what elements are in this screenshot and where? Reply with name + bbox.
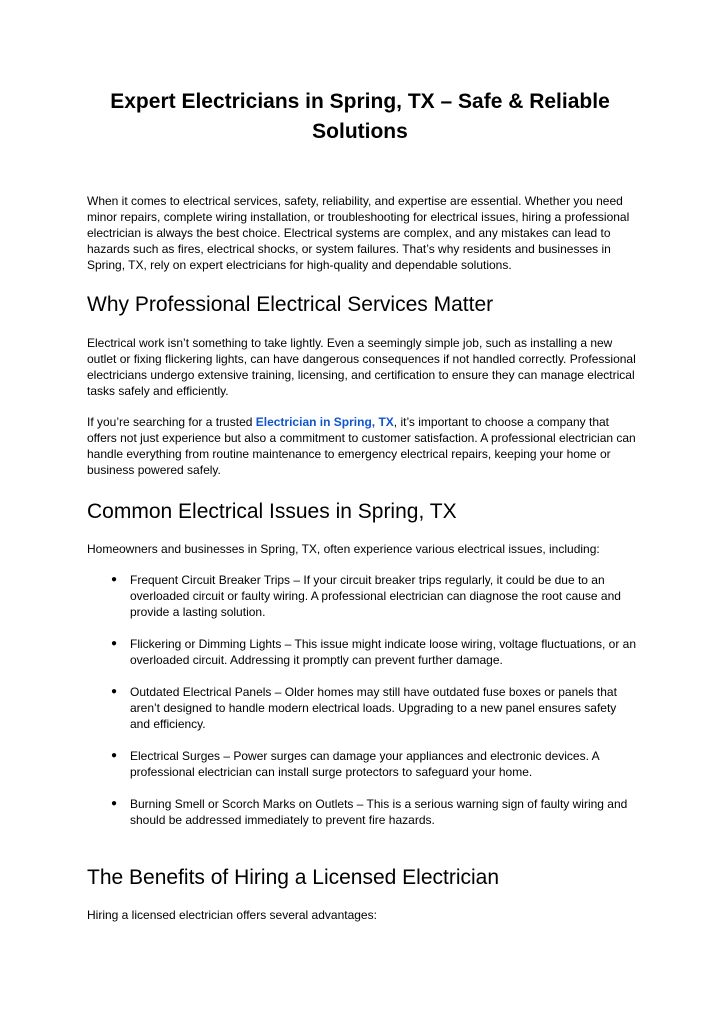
list-item-text: Electrical Surges – Power surges can damage your appliances and electronic devices. A professional electrician can install surge protectors to safeguard your home. (130, 749, 599, 779)
list-item-text: Frequent Circuit Breaker Trips – If your circuit breaker trips regularly, it could be due to an overloaded circuit or faulty wiring. A professional electrician can diagnose the root cause and provide a lasting solution. (130, 573, 621, 619)
why-professional-paragraph-1: Electrical work isn’t something to take lightly. Even a seemingly simple job, such as installing a new outlet or fixing flickering lights, can have dangerous consequences if not handled correctly. Professional electricians undergo extensive training, licensing, and certification to ensure they can manage electrical tasks safely and efficiently. (87, 336, 636, 398)
bullet-icon: ● (111, 638, 118, 649)
bullet-icon: ● (111, 798, 118, 809)
list-item-text: Flickering or Dimming Lights – This issue might indicate loose wiring, voltage fluctuations, or an overloaded circuit. Addressing it promptly can prevent further damage. (130, 637, 637, 667)
bullet-icon: ● (111, 686, 118, 697)
intro-paragraph: When it comes to electrical services, safety, reliability, and expertise are essential. Whether you need minor repairs, complete wiring installation, or troubleshooting for electrical issues, hiring a professional electrician is always the best choice. Electrical systems are complex, and any mistakes can lead to hazards such as fires, electrical shocks, or system failures. That’s why residents and businesses in Spring, TX, rely on expert electricians for high-quality and dependable solutions. (87, 194, 630, 272)
bullet-icon: ● (111, 750, 118, 761)
list-item (111, 796, 639, 828)
section-heading-why-professional: Why Professional Electrical Services Matter (87, 293, 494, 316)
why-professional-paragraph-2 (87, 414, 640, 478)
common-issues-intro: Homeowners and businesses in Spring, TX, often experience various electrical issues, including: (87, 542, 600, 556)
document-title: Expert Electricians in Spring, TX – Safe & Reliable Solutions (110, 90, 610, 143)
list-item (111, 748, 639, 780)
section-heading-benefits: The Benefits of Hiring a Licensed Electrician (87, 866, 500, 889)
list-item (111, 572, 639, 620)
list-item (111, 636, 639, 668)
benefits-intro: Hiring a licensed electrician offers several advantages: (87, 908, 377, 922)
paragraph-text-before-link: If you’re searching for a trusted (87, 415, 256, 429)
bullet-icon: ● (111, 574, 118, 585)
list-item-text: Burning Smell or Scorch Marks on Outlets – This is a serious warning sign of faulty wiring and should be addressed immediately to prevent fire hazards. (130, 797, 628, 827)
electrician-spring-tx-link[interactable]: Electrician in Spring, TX (255, 415, 394, 429)
paragraph-text-after-link: , it’s important to choose a company that offers not just experience but also a commitment to customer satisfaction. A professional electrician can handle everything from routine maintenance to emergency electrical repairs, keeping your home or business powered safely. (87, 415, 636, 477)
list-item-text: Outdated Electrical Panels – Older homes may still have outdated fuse boxes or panels that aren’t designed to handle modern electrical loads. Upgrading to a new panel ensures safety and efficiency. (130, 685, 617, 731)
list-item (111, 684, 639, 732)
section-heading-common-issues: Common Electrical Issues in Spring, TX (87, 500, 457, 523)
